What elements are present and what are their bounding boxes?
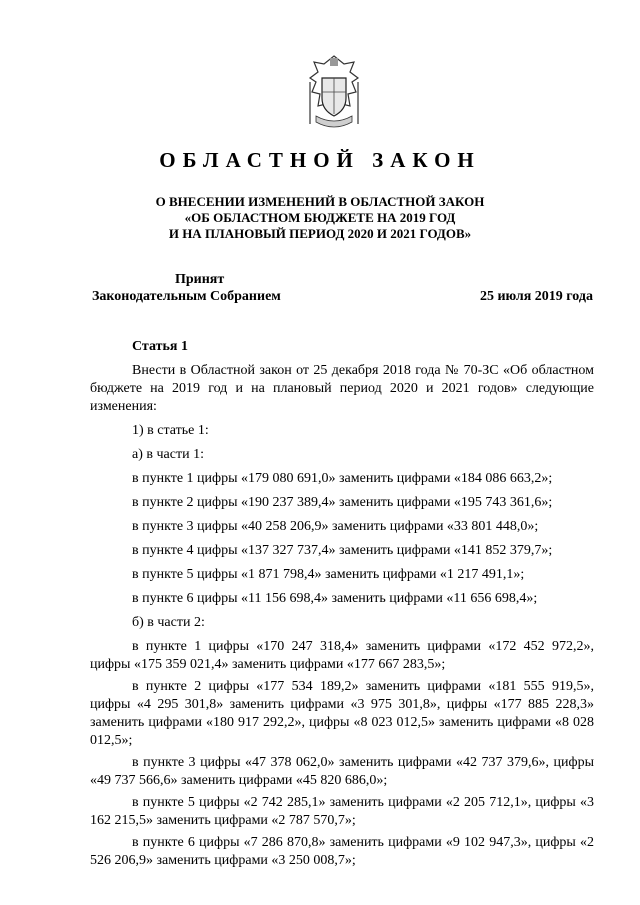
law-subtitle	[0, 194, 640, 242]
subtitle-line: О ВНЕСЕНИИ ИЗМЕНЕНИЙ В ОБЛАСТНОЙ ЗАКОН	[155, 194, 485, 209]
paragraph: в пункте 1 цифры «170 247 318,4» заменить цифрами «172 452 972,2», цифры «175 359 021,4» заменить цифрами «177 667 283,5»;	[90, 639, 594, 672]
paragraph: в пункте 5 цифры «1 871 798,4» заменить цифрами «1 217 491,1»;	[132, 567, 525, 582]
paragraph: в пункте 5 цифры «2 742 285,1» заменить цифрами «2 205 712,1», цифры «3 162 215,5» заменить цифрами «2 787 570,7»;	[90, 795, 594, 828]
law-title: ОБЛАСТНОЙ ЗАКОН	[159, 148, 481, 172]
subtitle-line: «ОБ ОБЛАСТНОМ БЮДЖЕТЕ НА 2019 ГОД	[184, 210, 456, 225]
subtitle-line: И НА ПЛАНОВЫЙ ПЕРИОД 2020 И 2021 ГОДОВ»	[168, 226, 472, 241]
paragraph: Внести в Областной закон от 25 декабря 2018 года № 70-ЗС «Об областном бюджете на 2019 год и на плановый период 2020 и 2021 годов» следующие изменения:	[90, 363, 594, 414]
paragraph: в пункте 3 цифры «47 378 062,0» заменить цифрами «42 737 379,6», цифры «49 737 566,6» заменить цифрами «45 820 686,0»;	[90, 755, 594, 788]
article-body	[90, 362, 594, 874]
paragraph: б) в части 2:	[132, 615, 205, 630]
article-heading: Статья 1	[132, 339, 188, 354]
paragraph: в пункте 2 цифры «190 237 389,4» заменить цифрами «195 743 361,6»;	[132, 495, 553, 510]
paragraph: в пункте 4 цифры «137 327 737,4» заменить цифрами «141 852 379,7»;	[132, 543, 553, 558]
paragraph: в пункте 2 цифры «177 534 189,2» заменить цифрами «181 555 919,5», цифры «4 295 301,8» заменить цифрами «3 975 301,8», цифры «177 885 228,3» заменить цифрами «180 917 292,2», цифры «8 023 012,5» заменить цифрами «8 028 012,5»;	[90, 679, 594, 748]
adoption-date: 25 июля 2019 года	[479, 289, 593, 304]
paragraph: а) в части 1:	[132, 447, 204, 462]
paragraph: 1) в статье 1:	[132, 423, 209, 438]
adopted-label: Принят	[175, 272, 225, 287]
adopted-by-label: Законодательным Собранием	[92, 289, 281, 304]
paragraph: в пункте 6 цифры «11 156 698,4» заменить цифрами «11 656 698,4»;	[132, 591, 538, 606]
paragraph: в пункте 3 цифры «40 258 206,9» заменить цифрами «33 801 448,0»;	[132, 519, 539, 534]
coat-of-arms-emblem	[300, 52, 368, 136]
paragraph: в пункте 1 цифры «179 080 691,0» заменить цифрами «184 086 663,2»;	[132, 471, 553, 486]
paragraph: в пункте 6 цифры «7 286 870,8» заменить цифрами «9 102 947,3», цифры «2 526 206,9» заменить цифрами «3 250 008,7»;	[90, 835, 594, 868]
